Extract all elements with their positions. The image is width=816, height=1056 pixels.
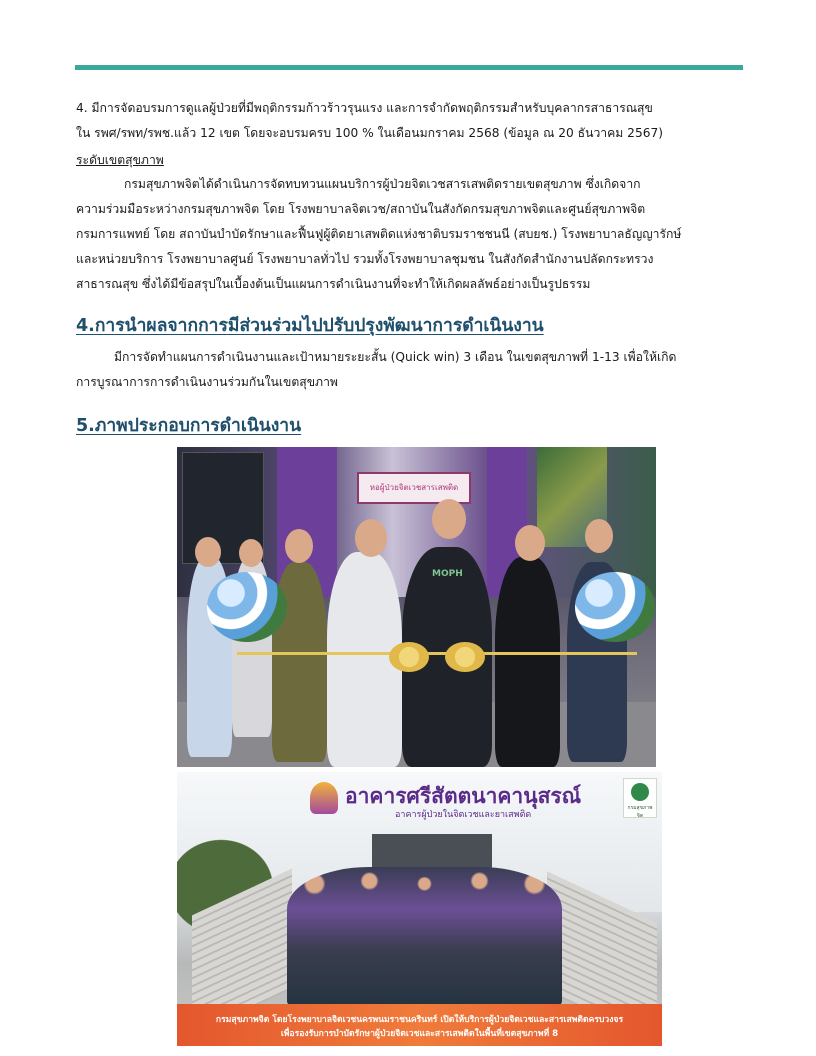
person-head bbox=[239, 539, 263, 567]
group-photo bbox=[177, 772, 662, 1046]
text-line: ความร่วมมือระหว่างกรมสุขภาพจิต โดย โรงพยาบาลจิตเวช/สถาบันในสังกัดกรมสุขภาพจิตและศูนย์สุขภาพจิต bbox=[76, 202, 646, 216]
royal-emblem-icon bbox=[310, 782, 338, 814]
text-line: การบูรณาการการดำเนินงานร่วมกันในเขตสุขภาพ bbox=[76, 375, 338, 389]
subheading-region: ระดับเขตสุขภาพ bbox=[76, 153, 164, 167]
person-head bbox=[195, 537, 221, 567]
ribbon-cutting-photo bbox=[177, 447, 656, 767]
caption-banner bbox=[177, 1004, 662, 1046]
paragraph-region bbox=[76, 172, 744, 297]
flower-bouquet bbox=[575, 572, 655, 642]
person-head bbox=[355, 519, 387, 557]
flower-bouquet bbox=[207, 572, 287, 642]
section-4-heading: 4.การนำผลจากการมีส่วนร่วมไปปรับปรุงพัฒนาการดำเนินงาน bbox=[76, 316, 544, 336]
person-head bbox=[285, 529, 313, 563]
person-head bbox=[515, 525, 545, 561]
ceremonial-ribbon bbox=[237, 652, 637, 655]
header-rule bbox=[75, 65, 743, 70]
text-line: และหน่วยบริการ โรงพยาบาลศูนย์ โรงพยาบาลทั่วไป รวมทั้งโรงพยาบาลชุมชน ในสังกัดสำนักงานปลัดกระทรวง bbox=[76, 252, 654, 266]
text-line: มีการจัดทำแผนการดำเนินงานและเป้าหมายระยะสั้น (Quick win) 3 เดือน ในเขตสุขภาพที่ 1-13 เพื่อให้เกิด bbox=[114, 350, 677, 364]
person-head bbox=[585, 519, 613, 553]
department-logo bbox=[623, 778, 657, 818]
building-subtitle: อาคารผู้ป่วยในจิตเวชและยาเสพติด bbox=[395, 810, 532, 820]
person-head bbox=[432, 499, 466, 539]
section-5-heading: 5.ภาพประกอบการดำเนินงาน bbox=[76, 416, 302, 436]
vest-label: MOPH bbox=[432, 569, 463, 579]
paragraph-section-4 bbox=[76, 345, 744, 395]
ribbon-bow bbox=[445, 642, 485, 672]
ward-sign-text: หอผู้ป่วยจิตเวชสารเสพติด bbox=[369, 483, 459, 492]
group-of-people bbox=[287, 867, 562, 1007]
department-logo-text: กรมสุขภาพจิต bbox=[627, 805, 653, 819]
banner-line-1: กรมสุขภาพจิต โดยโรงพยาบาลจิตเวชนครพนมราชนครินทร์ เปิดให้บริการผู้ป่วยจิตเวชและสารเสพติดครบวงจร bbox=[215, 1015, 624, 1025]
text-line: กรมสุขภาพจิตได้ดำเนินการจัดทบทวนแผนบริการผู้ป่วยจิตเวชสารเสพติดรายเขตสุขภาพ ซึ่งเกิดจาก bbox=[124, 177, 641, 191]
person bbox=[495, 557, 560, 767]
text-line: สาธารณสุข ซึ่งได้มีข้อสรุปในเบื้องต้นเป็นแผนการดำเนินงานที่จะทำให้เกิดผลลัพธ์อย่างเป็นรูปธรรม bbox=[76, 277, 591, 291]
building-title: อาคารศรีสัตตนาคานุสรณ์ bbox=[345, 784, 582, 808]
text-line: กรมการแพทย์ โดย สถาบันบำบัดรักษาและฟื้นฟูผู้ติดยาเสพติดแห่งชาติบรมราชชนนี (สบยช.) โรงพยาบาลธัญญารักษ์ bbox=[76, 227, 682, 241]
text-line: ใน รพศ/รพท/รพช.แล้ว 12 เขต โดยจะอบรมครบ 100 % ในเดือนมกราคม 2568 (ข้อมูล ณ 20 ธันวาคม 2567) bbox=[76, 126, 663, 140]
text-line: 4. มีการจัดอบรมการดูแลผู้ป่วยที่มีพฤติกรรมก้าวร้าวรุนแรง และการจำกัดพฤติกรรมสำหรับบุคลากรสาธารณสุข bbox=[76, 101, 653, 115]
ribbon-bow bbox=[389, 642, 429, 672]
department-logo-icon bbox=[631, 783, 649, 801]
paragraph-item-4 bbox=[76, 96, 744, 146]
banner-line-2: เพื่อรองรับการบำบัดรักษาผู้ป่วยจิตเวชและสารเสพติดในพื้นที่เขตสุขภาพที่ 8 bbox=[280, 1029, 559, 1039]
